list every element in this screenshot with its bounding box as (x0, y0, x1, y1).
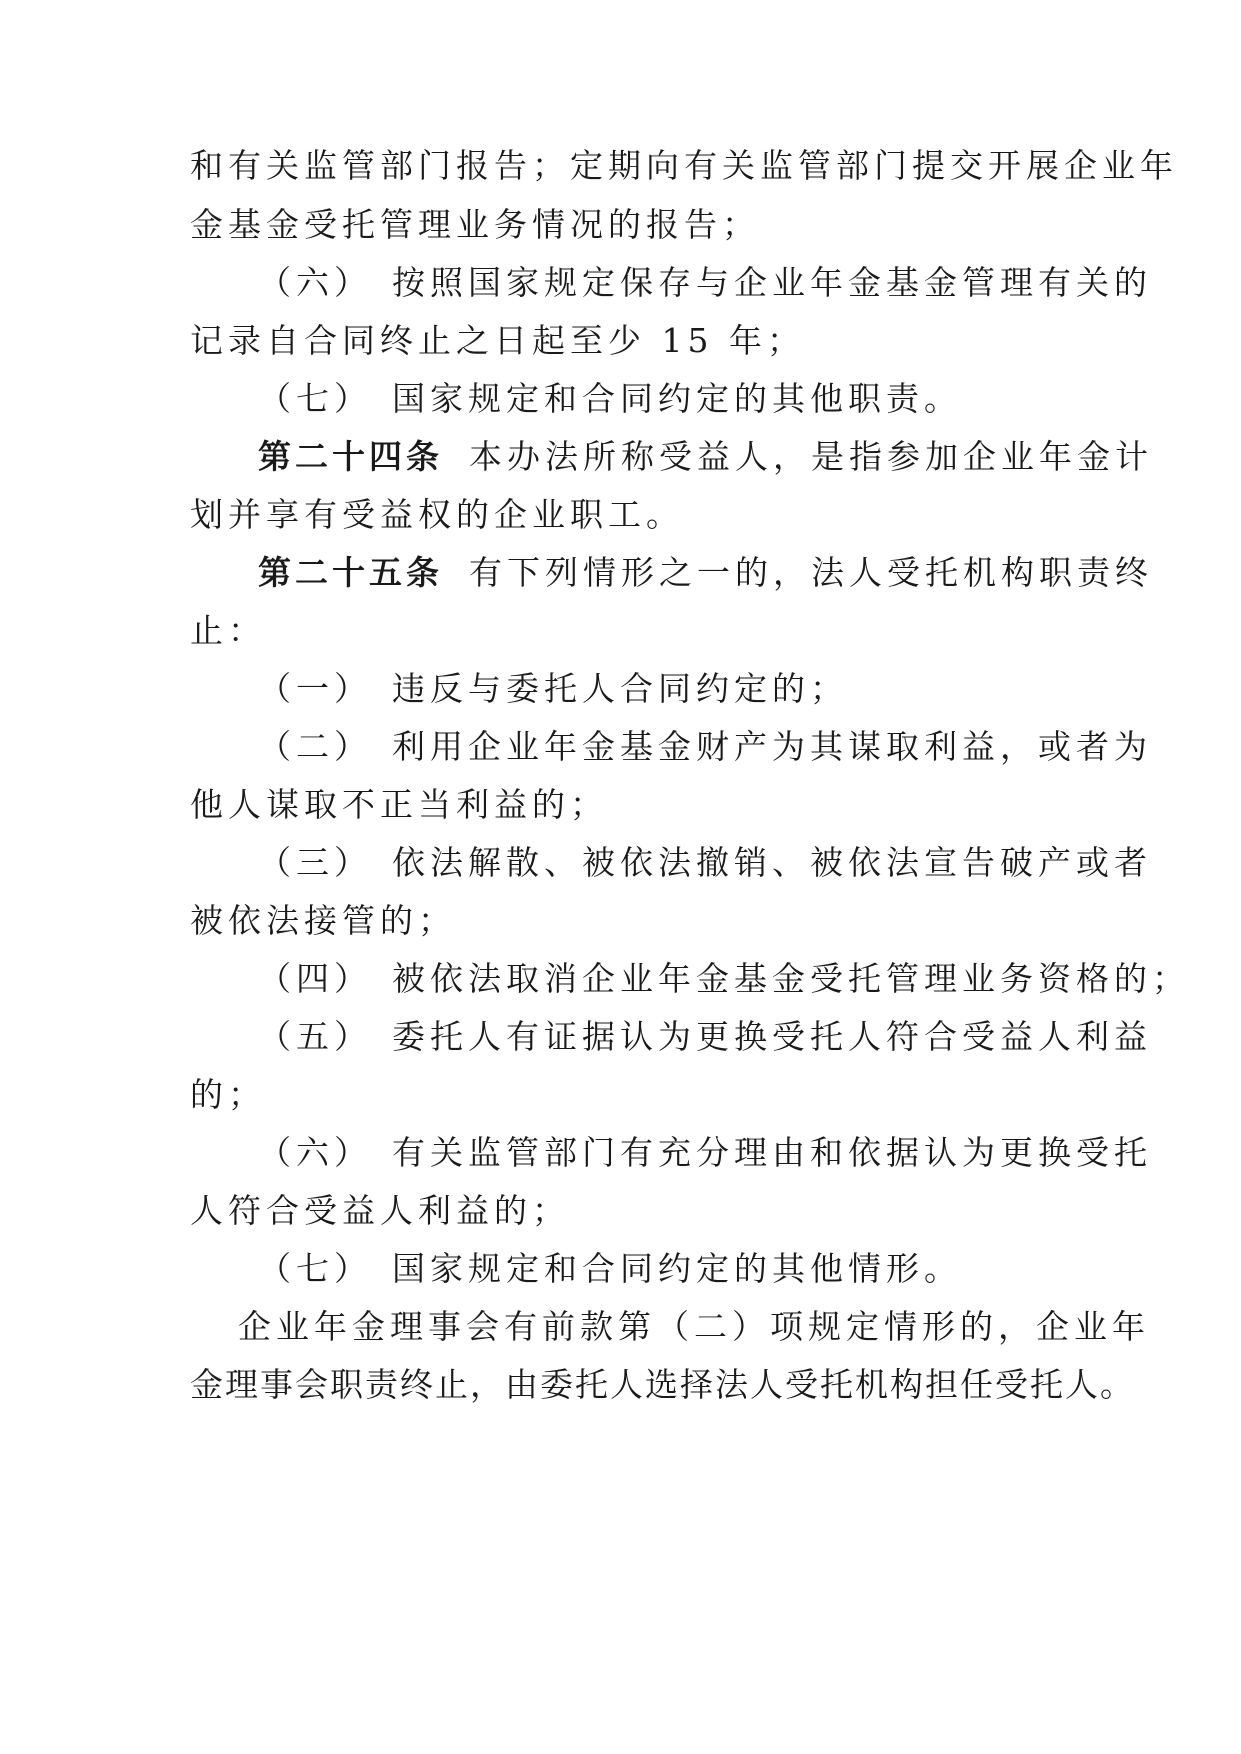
item-line (258, 1249, 962, 1289)
line-text: 人符合受益人利益的； (190, 1191, 570, 1230)
line-text: 违反与委托人合同约定的； (392, 669, 848, 708)
text-line (190, 1191, 570, 1231)
line-text: 金理事会职责终止，由委托人选择法人受托机构担任受托人。 (190, 1365, 1135, 1404)
line-text: 委托人有证据认为更换受托人符合受益人利益 (392, 1017, 1152, 1056)
text-line (190, 1075, 266, 1115)
item-line (258, 727, 1152, 767)
line-text: 有关监管部门有充分理由和依据认为更换受托 (392, 1133, 1152, 1172)
line-text: 被依法接管的； (190, 901, 456, 940)
line-text: 他人谋取不正当利益的； (190, 785, 608, 824)
line-text: 企业年金理事会有前款第（二）项规定情形的，企业年 (238, 1307, 1150, 1346)
item-number: （六） (258, 1133, 372, 1172)
text-line (190, 495, 684, 535)
item-number: （一） (258, 669, 372, 708)
item-number: （七） (258, 379, 372, 418)
line-text: 被依法取消企业年金基金受托管理业务资格的； (392, 959, 1190, 998)
text-line (190, 901, 456, 941)
line-text: 记录自合同终止之日起至少 15 年； (190, 321, 805, 360)
line-text: 有下列情形之一的，法人受托机构职责终 (469, 553, 1153, 592)
item-line (258, 669, 848, 709)
text-line (190, 1365, 1135, 1405)
item-number: （四） (258, 959, 372, 998)
article-heading: 第二十五条 (258, 553, 443, 592)
text-line (190, 785, 608, 825)
item-line (258, 379, 962, 419)
item-line (258, 1017, 1152, 1057)
text-line (190, 611, 266, 651)
line-text: 金基金受托管理业务情况的报告； (190, 205, 760, 244)
item-number: （六） (258, 263, 372, 302)
article-heading: 第二十四条 (258, 437, 443, 476)
item-line (258, 1133, 1152, 1173)
line-text: 本办法所称受益人，是指参加企业年金计 (469, 437, 1153, 476)
text-line (190, 146, 1178, 186)
item-line (258, 843, 1152, 883)
item-number: （三） (258, 843, 372, 882)
line-text: 止： (190, 611, 266, 650)
item-line (258, 959, 1190, 999)
item-line (258, 263, 1152, 303)
item-number: （二） (258, 727, 372, 766)
text-line (190, 321, 805, 361)
line-text: 的； (190, 1075, 266, 1114)
line-text: 国家规定和合同约定的其他职责。 (392, 379, 962, 418)
text-line (238, 1307, 1150, 1347)
line-text: 利用企业年金基金财产为其谋取利益，或者为 (392, 727, 1152, 766)
article-line (258, 437, 1153, 477)
line-text: 按照国家规定保存与企业年金基金管理有关的 (392, 263, 1152, 302)
line-text: 划并享有受益权的企业职工。 (190, 495, 684, 534)
article-line (258, 553, 1153, 593)
text-line (190, 205, 760, 245)
line-text: 和有关监管部门报告；定期向有关监管部门提交开展企业年 (190, 146, 1178, 185)
line-text: 依法解散、被依法撤销、被依法宣告破产或者 (392, 843, 1152, 882)
item-number: （七） (258, 1249, 372, 1288)
line-text: 国家规定和合同约定的其他情形。 (392, 1249, 962, 1288)
item-number: （五） (258, 1017, 372, 1056)
